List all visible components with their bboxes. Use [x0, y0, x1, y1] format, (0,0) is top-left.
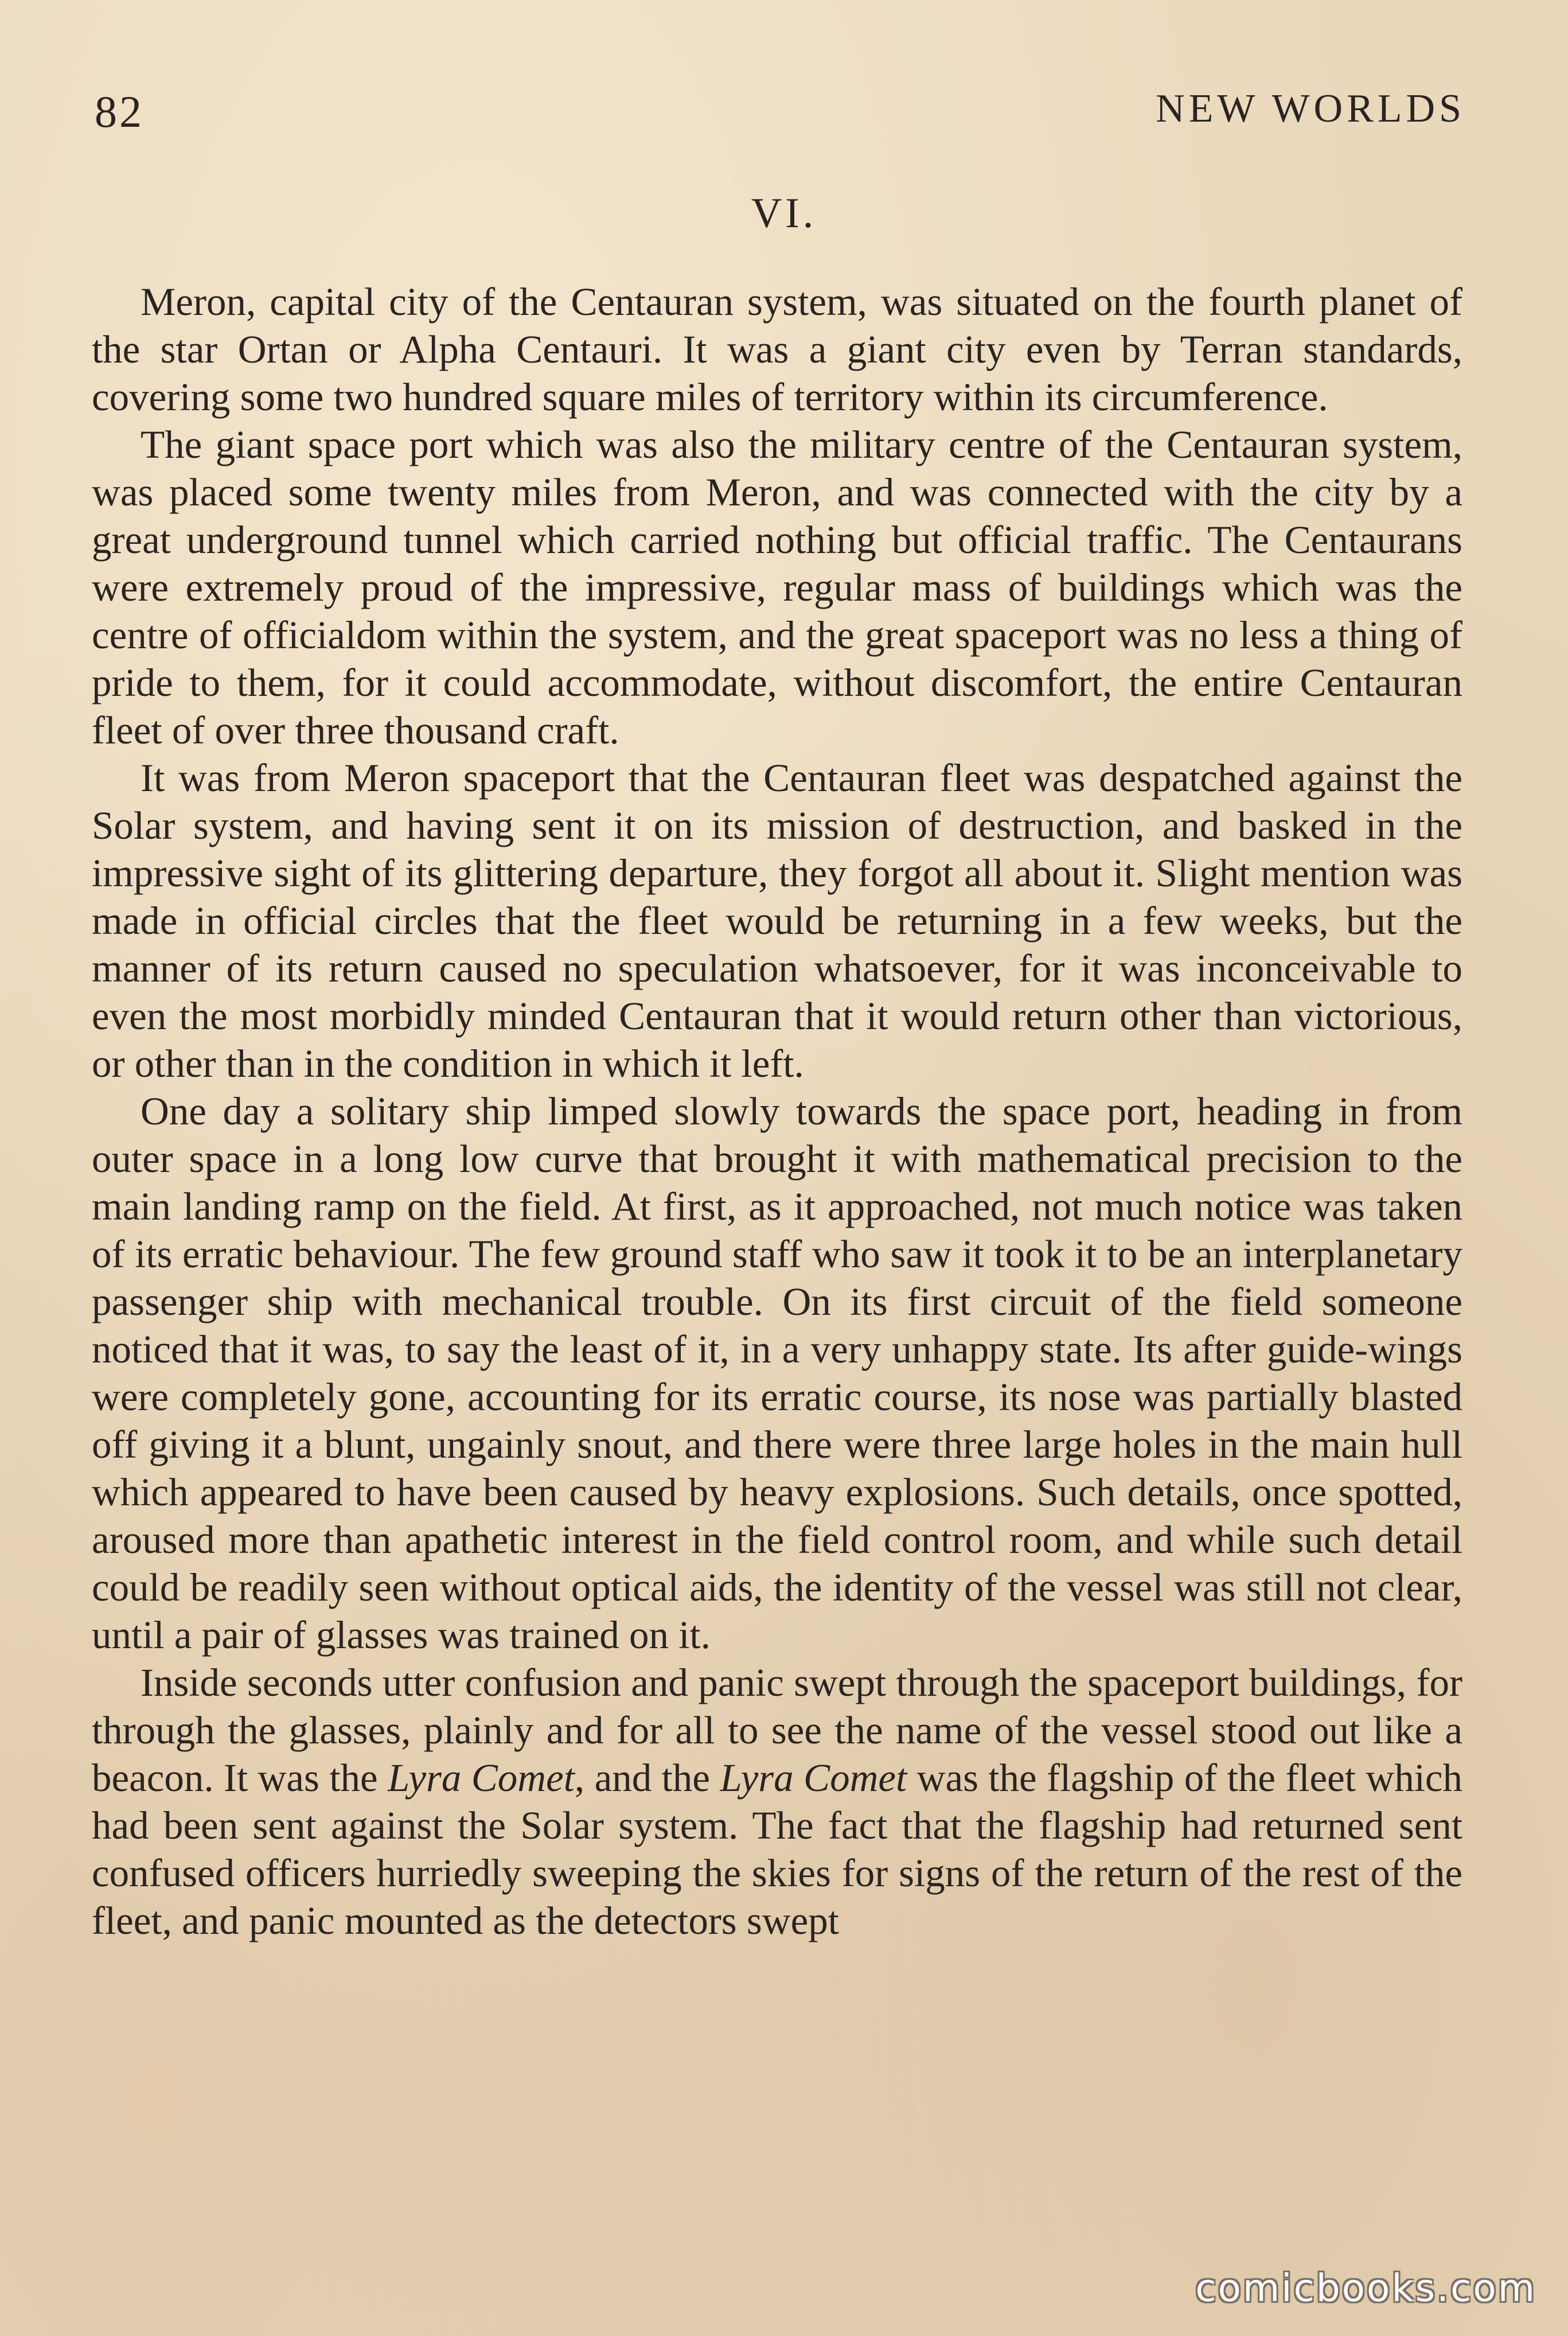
- paragraph-text: One day a solitary ship limped slowly towards the space port, heading in from outer space in a long low curve that brought it with mathematical precision to the main landing ramp on the field. At first, as it approached, not much notice was taken of its erratic behaviour. The few ground staff who saw it took it to be an interplanetary passenger ship with mechanical trouble. On its first circuit of the field someone noticed that it was, to say the least of it, in a very unhappy state. Its after guide-wings were completely gone, accounting for its erratic course, its nose was partially blasted off giving it a blunt, ungainly snout, and there were three large holes in the main hull which appeared to have been caused by heavy explosions. Such details, once spotted, aroused more than apathetic interest in the field control room, and while such detail could be readily seen without optical aids, the identity of the vessel was still not clear, until a pair of glasses was trained on it.: [92, 1089, 1462, 1657]
- paragraph-text: was the flagship of the fleet which had been sent against the Solar system. The fact that the flagship had returned sent confused officers hurriedly sweeping the skies for signs of the return of the rest of the fleet, and panic mounted as the detectors swept: [92, 1756, 1462, 1942]
- running-head: [95, 86, 1465, 149]
- paragraph-text: Meron, capital city of the Centauran system, was situated on the fourth planet of the star Ortan or Alpha Centauri. It was a giant city even by Terran standards, covering some two hundred square miles of territory within its circumference.: [92, 280, 1462, 419]
- chapter-heading: VI.: [751, 190, 817, 237]
- paragraph: [92, 1659, 1462, 1945]
- ship-name-italic: Lyra Comet: [388, 1756, 575, 1800]
- paragraph-text: Inside seconds utter confusion and panic swept through the spaceport buildings, for through the glasses, plainly and for all to see the name of the vessel stood out like a beacon. It was the: [92, 1661, 1462, 1800]
- paragraph: [92, 1088, 1462, 1659]
- paragraph: [92, 754, 1462, 1088]
- watermark: comicbooks.com: [1195, 2266, 1536, 2310]
- paragraph-text: The giant space port which was also the military centre of the Centauran system, was placed some twenty miles from Meron, and was connected with the city by a great underground tunnel which carried nothing but official traffic. The Centaurans were extremely proud of the impressive, regular mass of buildings which was the centre of officialdom within the system, and the great spaceport was no less a thing of pride to them, for it could accommodate, without discomfort, the entire Centauran fleet of over three thousand craft.: [92, 423, 1462, 752]
- paragraph: [92, 421, 1462, 754]
- paragraph-text: It was from Meron spaceport that the Centauran fleet was despatched against the Solar system, and having sent it on its mission of destruction, and basked in the impressive sight of its glittering departure, they forgot all about it. Slight mention was made in official circles that the fleet would be returning in a few weeks, but the manner of its return caused no speculation whatsoever, for it was inconceivable to even the most morbidly minded Centauran that it would return other than victorious, or other than in the condition in which it left.: [92, 756, 1462, 1085]
- page-number: 82: [95, 87, 144, 137]
- paragraph: [92, 278, 1462, 421]
- paragraph-text: , and the: [574, 1756, 720, 1800]
- ship-name-italic: Lyra Comet: [720, 1756, 907, 1800]
- book-title: NEW WORLDS: [1156, 87, 1465, 131]
- body-text: [92, 278, 1462, 1945]
